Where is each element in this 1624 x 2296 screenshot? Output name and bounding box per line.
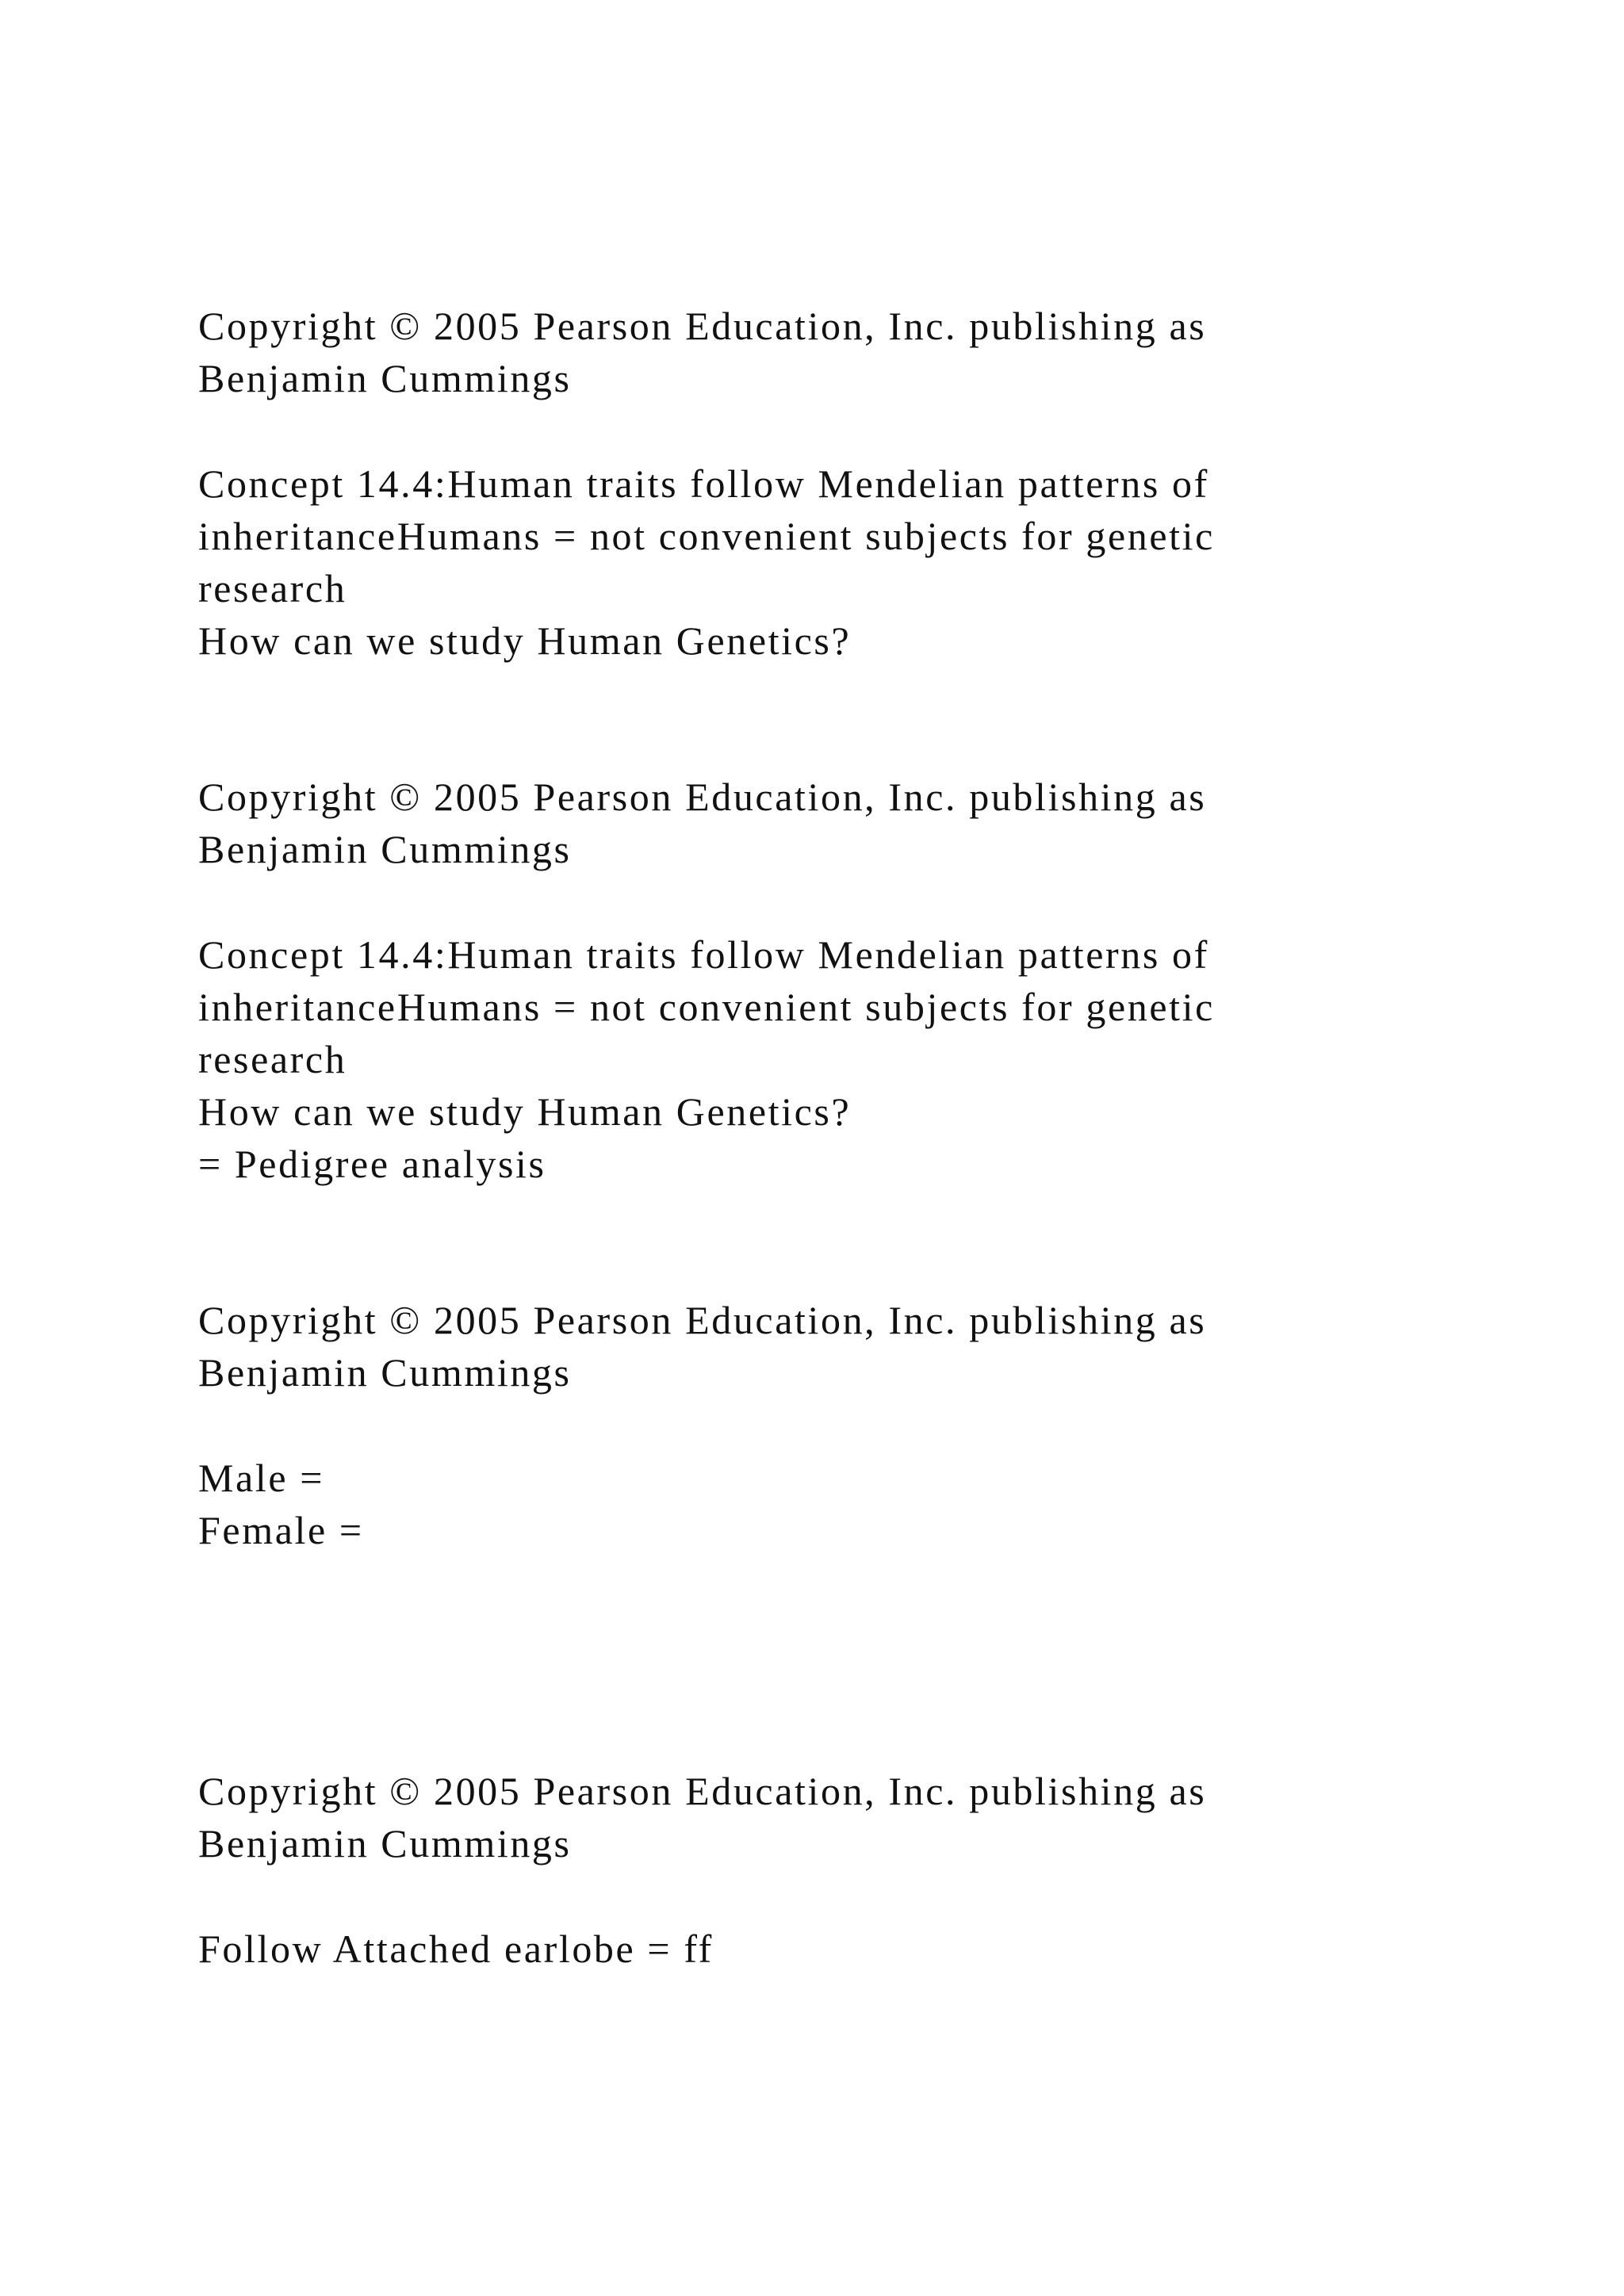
text-line: Benjamin Cummings [198,827,572,871]
text-line: research [198,566,347,610]
text-line: Benjamin Cummings [198,356,572,400]
text-line: research [198,1037,347,1081]
text-line: Concept 14.4:Human traits follow Mendelian patterns of [198,932,1209,977]
text-line: Benjamin Cummings [198,1821,572,1866]
text-line: Follow Attached earlobe = ff [198,1927,714,1971]
text-line: Benjamin Cummings [198,1350,572,1395]
copyright-notice-1 [198,300,1562,404]
text-line: Female = [198,1508,364,1552]
concept-paragraph-1 [198,457,1562,667]
earlobe-paragraph [198,1923,1562,1975]
text-line: Concept 14.4:Human traits follow Mendelian patterns of [198,461,1209,506]
legend-paragraph [198,1452,1562,1556]
text-line: Copyright © 2005 Pearson Education, Inc. publishing as [198,775,1207,819]
text-line: inheritanceHumans = not convenient subjects for genetic [198,514,1215,558]
text-line: Copyright © 2005 Pearson Education, Inc. publishing as [198,1298,1207,1342]
text-line: Male = [198,1456,325,1500]
text-line: Copyright © 2005 Pearson Education, Inc. publishing as [198,304,1207,348]
text-line: How can we study Human Genetics? [198,1089,852,1134]
text-line: Copyright © 2005 Pearson Education, Inc. publishing as [198,1769,1207,1813]
concept-paragraph-2 [198,928,1562,1190]
copyright-notice-3 [198,1294,1562,1399]
text-line: How can we study Human Genetics? [198,618,852,663]
text-line: = Pedigree analysis [198,1142,546,1186]
text-line: inheritanceHumans = not convenient subjects for genetic [198,985,1215,1029]
copyright-notice-4 [198,1765,1562,1869]
copyright-notice-2 [198,771,1562,875]
